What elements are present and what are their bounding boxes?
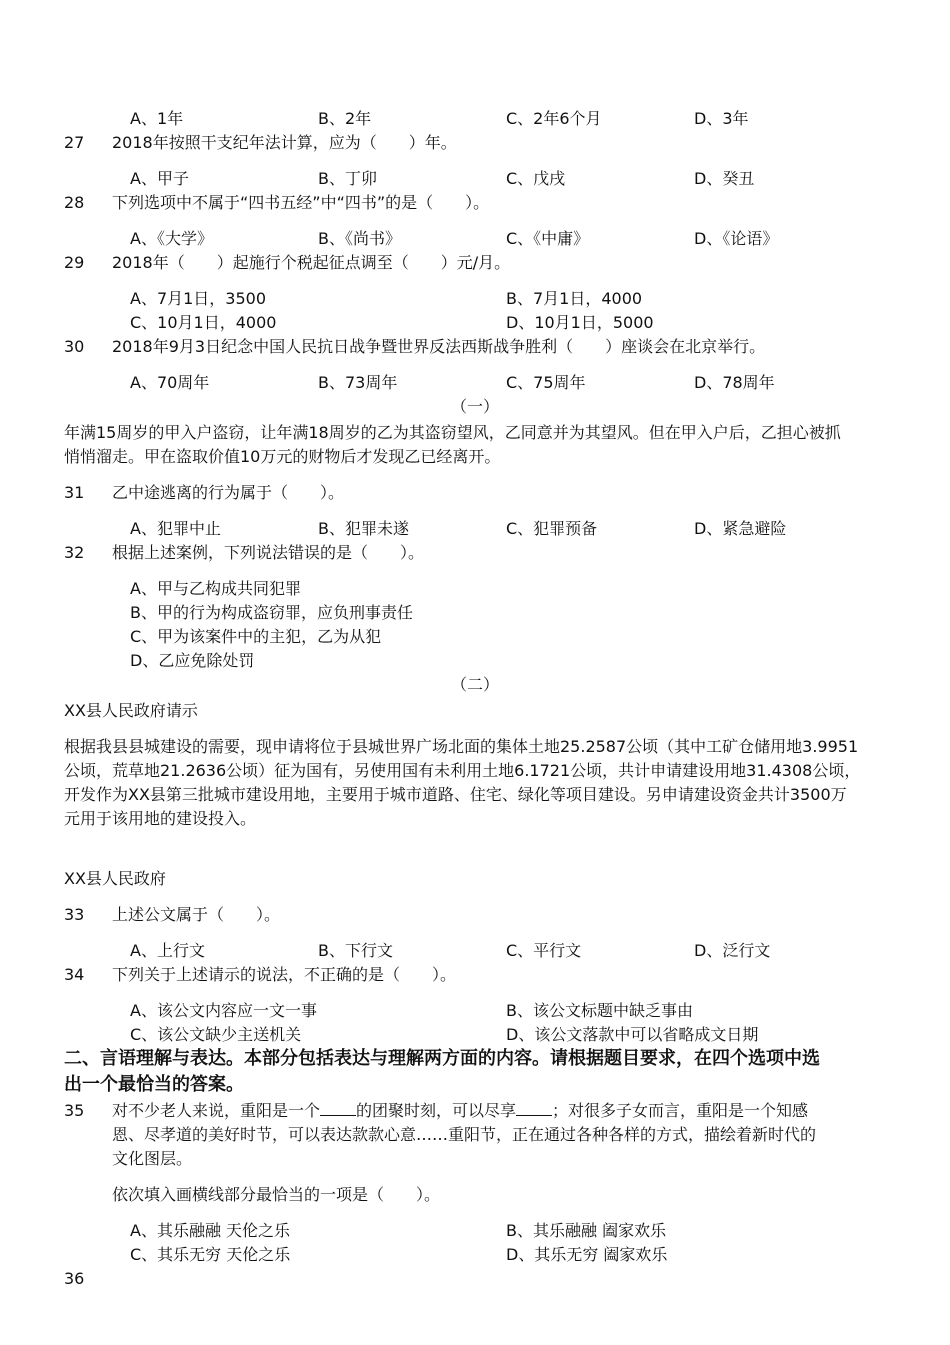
q29-option-b: B、7月1日，4000 — [506, 289, 643, 308]
document-body-line-3: 开发作为XX县第三批城市建设用地，主要用于城市道路、住宅、绿化等项目建设。另申请建设资金共计3500万 — [64, 785, 847, 804]
document-body-line-4: 元用于该用地的建设投入。 — [64, 809, 257, 828]
q33-option-a: A、上行文 — [130, 941, 205, 960]
q26-option-a: A、1年 — [130, 109, 184, 128]
q35-prompt: 依次填入画横线部分最恰当的一项是（ ）。 — [112, 1185, 441, 1204]
section-2-title: （二） — [450, 675, 499, 694]
q29-option-a: A、7月1日，3500 — [130, 289, 267, 308]
q29-text: 2018年（ ）起施行个税起征点调至（ ）元/月。 — [112, 253, 511, 272]
q31-option-d: D、紧急避险 — [694, 519, 787, 538]
q30-option-a: A、70周年 — [130, 373, 210, 392]
q35-option-c: C、其乐无穷 天伦之乐 — [130, 1245, 291, 1264]
q27-number: 27 — [64, 133, 85, 152]
q35-text-line-3: 文化图层。 — [112, 1149, 193, 1168]
q30-text: 2018年9月3日纪念中国人民抗日战争暨世界反法西斯战争胜利（ ）座谈会在北京举行。 — [112, 337, 766, 356]
q30-number: 30 — [64, 337, 85, 356]
document-body-line-2: 公顷，荒草地21.2636公顷）征为国有，另使用国有未利用土地6.1721公顷，共计申请建设用地31.4308公顷， — [64, 761, 861, 780]
q33-text: 上述公文属于（ ）。 — [112, 905, 281, 924]
q32-option-d: D、乙应免除处罚 — [130, 651, 255, 670]
section-1-passage-line-1: 年满15周岁的甲入户盗窃，让年满18周岁的乙为其盗窃望风，乙同意并为其望风。但在甲入户后，乙担心被抓 — [64, 423, 841, 442]
q28-option-b: B、《尚书》 — [318, 229, 401, 248]
q26-option-b: B、2年 — [318, 109, 372, 128]
q34-option-d: D、该公文落款中可以省略成文日期 — [506, 1025, 759, 1044]
q26-option-d: D、3年 — [694, 109, 749, 128]
q33-option-b: B、下行文 — [318, 941, 393, 960]
q30-option-c: C、75周年 — [506, 373, 586, 392]
q31-text: 乙中途逃离的行为属于（ ）。 — [112, 483, 345, 502]
part-2-heading-line-1: 二、言语理解与表达。本部分包括表达与理解两方面的内容。请根据题目要求，在四个选项中选 — [64, 1048, 820, 1069]
q29-number: 29 — [64, 253, 85, 272]
q35-text-part-1: 对不少老人来说，重阳是一个 — [112, 1101, 321, 1120]
q27-option-a: A、甲子 — [130, 169, 189, 188]
fill-blank-1 — [320, 1101, 356, 1116]
q32-option-a: A、甲与乙构成共同犯罪 — [130, 579, 301, 598]
q36-number: 36 — [64, 1269, 85, 1288]
q29-option-c: C、10月1日，4000 — [130, 313, 277, 332]
q28-option-a: A、《大学》 — [130, 229, 213, 248]
q26-option-c: C、2年6个月 — [506, 109, 602, 128]
q33-option-c: C、平行文 — [506, 941, 582, 960]
q28-option-d: D、《论语》 — [694, 229, 779, 248]
q35-text-line-1 — [112, 1100, 808, 1122]
q29-option-d: D、10月1日，5000 — [506, 313, 654, 332]
q27-text: 2018年按照干支纪年法计算，应为（ ）年。 — [112, 133, 457, 152]
q28-number: 28 — [64, 193, 85, 212]
q35-text-part-2: 的团聚时刻，可以尽享 — [356, 1101, 517, 1120]
q31-option-c: C、犯罪预备 — [506, 519, 598, 538]
q31-option-a: A、犯罪中止 — [130, 519, 221, 538]
q30-option-b: B、73周年 — [318, 373, 398, 392]
q34-option-a: A、该公文内容应一文一事 — [130, 1001, 317, 1020]
q35-text-part-3: ；对很多子女而言，重阳是一个知感 — [552, 1101, 809, 1120]
q27-option-b: B、丁卯 — [318, 169, 377, 188]
q32-option-c: C、甲为该案件中的主犯，乙为从犯 — [130, 627, 382, 646]
q32-option-b: B、甲的行为构成盗窃罪，应负刑事责任 — [130, 603, 413, 622]
part-2-heading-line-2: 出一个最恰当的答案。 — [64, 1074, 244, 1095]
q33-option-d: D、泛行文 — [694, 941, 771, 960]
q28-text: 下列选项中不属于“四书五经”中“四书”的是（ ）。 — [112, 193, 490, 212]
q35-number: 35 — [64, 1101, 85, 1120]
q28-option-c: C、《中庸》 — [506, 229, 590, 248]
q35-text-line-2: 恩、尽孝道的美好时节，可以表达款款心意……重阳节，正在通过各种各样的方式，描绘着新时代的 — [112, 1125, 817, 1144]
q35-option-b: B、其乐融融 阖家欢乐 — [506, 1221, 667, 1240]
q34-option-c: C、该公文缺少主送机关 — [130, 1025, 302, 1044]
document-title: XX县人民政府请示 — [64, 701, 198, 720]
document-body-line-1: 根据我县县城建设的需要，现申请将位于县城世界广场北面的集体土地25.2587公顷（其中工矿仓储用地3.9951 — [64, 737, 859, 756]
document-signature: XX县人民政府 — [64, 869, 166, 888]
q27-option-d: D、癸丑 — [694, 169, 755, 188]
q33-number: 33 — [64, 905, 85, 924]
q32-text: 根据上述案例，下列说法错误的是（ ）。 — [112, 543, 425, 562]
q35-option-d: D、其乐无穷 阖家欢乐 — [506, 1245, 668, 1264]
q31-number: 31 — [64, 483, 85, 502]
q32-number: 32 — [64, 543, 85, 562]
q30-option-d: D、78周年 — [694, 373, 775, 392]
section-1-passage-line-2: 悄悄溜走。甲在盗取价值10万元的财物后才发现乙已经离开。 — [64, 447, 501, 466]
section-1-title: （一） — [450, 397, 499, 416]
q34-option-b: B、该公文标题中缺乏事由 — [506, 1001, 693, 1020]
fill-blank-2 — [516, 1101, 552, 1116]
q35-option-a: A、其乐融融 天伦之乐 — [130, 1221, 291, 1240]
q27-option-c: C、戊戌 — [506, 169, 566, 188]
q31-option-b: B、犯罪未遂 — [318, 519, 409, 538]
q34-text: 下列关于上述请示的说法，不正确的是（ ）。 — [112, 965, 457, 984]
q34-number: 34 — [64, 965, 85, 984]
